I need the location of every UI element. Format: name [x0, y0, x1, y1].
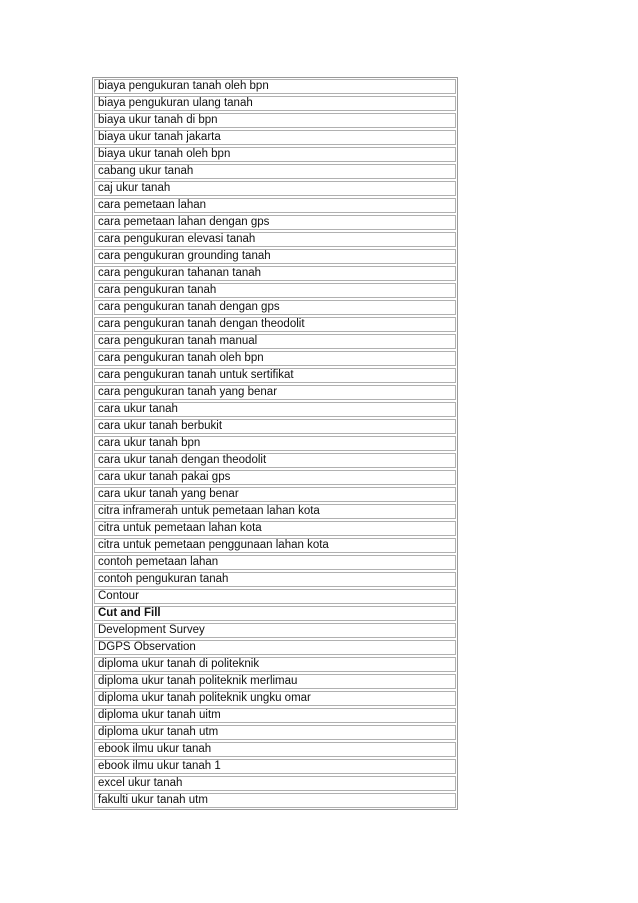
list-item: ebook ilmu ukur tanah 1 — [94, 759, 456, 774]
list-item: cara pengukuran tanah yang benar — [94, 385, 456, 400]
list-item: cara pengukuran tanah — [94, 283, 456, 298]
list-item: caj ukur tanah — [94, 181, 456, 196]
list-item: cara ukur tanah dengan theodolit — [94, 453, 456, 468]
list-item: cara pengukuran tahanan tanah — [94, 266, 456, 281]
list-item: Cut and Fill — [94, 606, 456, 621]
list-item: diploma ukur tanah utm — [94, 725, 456, 740]
list-item: excel ukur tanah — [94, 776, 456, 791]
list-item: diploma ukur tanah di politeknik — [94, 657, 456, 672]
list-item: biaya ukur tanah jakarta — [94, 130, 456, 145]
list-item: biaya pengukuran tanah oleh bpn — [94, 79, 456, 94]
keyword-list-table — [92, 77, 458, 810]
list-item: cara ukur tanah — [94, 402, 456, 417]
list-item: biaya pengukuran ulang tanah — [94, 96, 456, 111]
list-item: Development Survey — [94, 623, 456, 638]
list-item: cara pemetaan lahan — [94, 198, 456, 213]
list-item: cara ukur tanah berbukit — [94, 419, 456, 434]
list-item: biaya ukur tanah di bpn — [94, 113, 456, 128]
list-item: cara ukur tanah yang benar — [94, 487, 456, 502]
list-item: citra untuk pemetaan lahan kota — [94, 521, 456, 536]
list-item: contoh pengukuran tanah — [94, 572, 456, 587]
list-item: cara ukur tanah pakai gps — [94, 470, 456, 485]
list-item: fakulti ukur tanah utm — [94, 793, 456, 808]
list-item: cara pengukuran tanah dengan theodolit — [94, 317, 456, 332]
list-item: diploma ukur tanah uitm — [94, 708, 456, 723]
list-item: cara pengukuran tanah untuk sertifikat — [94, 368, 456, 383]
list-item: diploma ukur tanah politeknik merlimau — [94, 674, 456, 689]
list-item: Contour — [94, 589, 456, 604]
list-item: citra inframerah untuk pemetaan lahan kota — [94, 504, 456, 519]
list-item: cara pemetaan lahan dengan gps — [94, 215, 456, 230]
list-item: biaya ukur tanah oleh bpn — [94, 147, 456, 162]
list-item: cara pengukuran elevasi tanah — [94, 232, 456, 247]
list-item: contoh pemetaan lahan — [94, 555, 456, 570]
list-item: cara pengukuran tanah manual — [94, 334, 456, 349]
list-item: ebook ilmu ukur tanah — [94, 742, 456, 757]
list-item: diploma ukur tanah politeknik ungku omar — [94, 691, 456, 706]
list-item: cara pengukuran tanah dengan gps — [94, 300, 456, 315]
list-item: DGPS Observation — [94, 640, 456, 655]
list-item: cara pengukuran grounding tanah — [94, 249, 456, 264]
list-item: citra untuk pemetaan penggunaan lahan kota — [94, 538, 456, 553]
list-item: cabang ukur tanah — [94, 164, 456, 179]
list-item: cara ukur tanah bpn — [94, 436, 456, 451]
list-item: cara pengukuran tanah oleh bpn — [94, 351, 456, 366]
